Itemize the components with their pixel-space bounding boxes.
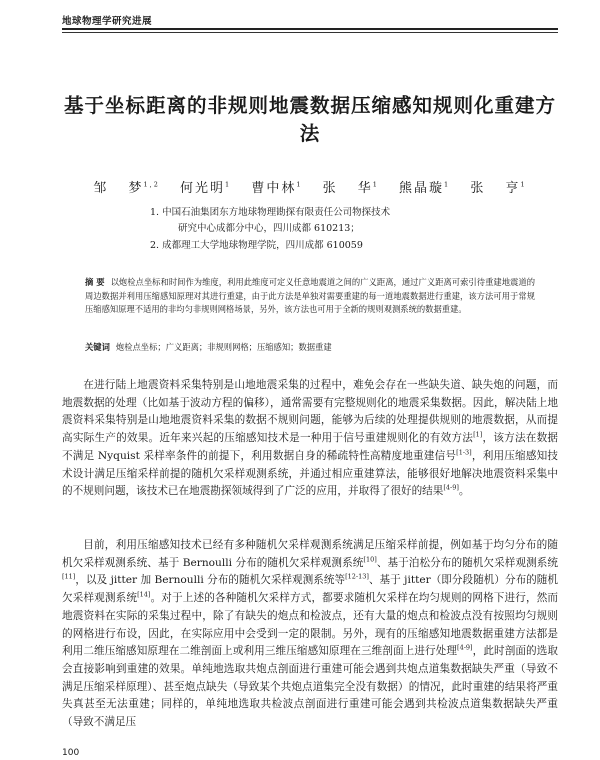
body-paragraph-1: 在进行陆上地震资料采集特别是山地地震采集的过程中，难免会存在一些缺失道、缺失炮的问题，而地震数据的处理（比如基于波动方程的偏移），通常需要有完整规则化的地震采集数据。因此，解决陆上地震资料采集特别是山地地震资料采集的数据不规则问题，能够为后续的处理提供规则的地震数据，从而提高实际生产的效果。近年来兴起的压缩感知技术是一种用于信号重建规则化的有效方法[1]，该方法在数据不满足 Nyquist 采样率条件的前提下，利用数据自身的稀疏特性高精度地重建信号[1-3]，利用压缩感知技术设计满足压缩采样前提的随机欠采样观测系统，并通过相应重建算法，能够很好地解决地震资料采集中的不规则问题，该技术已在地震勘探领域得到了广泛的应用，并取得了很好的结果[4-9]。 <box>62 379 559 498</box>
author: 曹中林$^1$ <box>251 180 303 196</box>
abstract-label: 摘 要 <box>85 277 105 287</box>
paper-title: 基于坐标距离的非规则地震数据压缩感知规则化重建方法 <box>63 94 556 145</box>
author: 张 华$^1$ <box>322 180 379 196</box>
author: 邹 梦$^{1,2}$ <box>93 180 160 196</box>
header-rule-thick <box>62 28 558 30</box>
affiliation: 2. 成都理工大学地球物理学院，四川成都 610059 <box>150 240 363 251</box>
keywords-text: 炮检点坐标；广义距离；非规则网格；压缩感知；数据重建 <box>115 342 332 352</box>
citation: [1] <box>473 430 483 439</box>
affiliation: 1. 中国石油集团东方地球物理勘探有限责任公司物探技术 <box>150 207 391 218</box>
citation: [1-3] <box>456 448 472 457</box>
journal-header: 地球物理学研究进展 <box>62 16 153 27</box>
header-rule-thin <box>62 32 558 33</box>
page-number: 100 <box>62 748 80 758</box>
abstract <box>85 276 535 317</box>
keywords-label: 关键词 <box>85 342 110 352</box>
author: 熊晶璇$^1$ <box>399 180 451 196</box>
citation: [12-13] <box>345 572 369 581</box>
citation: [10] <box>363 555 377 564</box>
citation: [11] <box>62 572 76 581</box>
keywords <box>85 341 535 354</box>
body-paragraph-2: 目前，利用压缩感知技术已经有多种随机欠采样观测系统满足压缩采样前提，例如基于均匀分布的随机欠采样观测系统、基于 Bernoulli 分布的随机欠采样观测系统[10]、基于泊松分布的随机欠采样观测系统[11]，以及 jitter 加 Bernoulli 分布的随机欠采样观测系统等[12-13]、基于 jitter（即分段随机）分布的随机欠采样观测系统[14]。对于上述的各种随机欠采样方式，都要求随机欠采样在均匀规则的网格下进行，然而地震资料在实际的采集过程中，除了有缺失的炮点和检波点，还有大量的炮点和检波点没有按照均匀规则的网格进行布设，因此，在实际应用中会受到一定的限制。另外，现有的压缩感知地震数据重建方法都是利用二维压缩感知原理在二维剖面上或利用三维压缩感知原理在三维剖面上进行处理[4-9]，此时剖面的选取会直接影响到重建的效果。单纯地选取共炮点剖面进行重建可能会遇到共炮点道集数据缺失严重（导致不满足压缩采样原理）、甚至炮点缺失（导致某个共炮点道集完全没有数据）的情况，此时重建的结果将严重失真甚至无法重建；同样的，单纯地选取共检波点剖面进行重建可能会遇到共检波点道集数据缺失严重（导致不满足压 <box>62 539 559 729</box>
author-list <box>62 177 558 196</box>
citation: [14] <box>137 590 151 599</box>
citation: [4-9] <box>443 483 459 492</box>
citation: [4-9] <box>457 643 473 652</box>
author: 张 亨$^1$ <box>470 180 527 196</box>
affiliation: 研究中心成都分中心，四川成都 610213； <box>178 223 360 234</box>
abstract-text: 以炮检点坐标和时间作为维度，利用此维度可定义任意地震道之间的广义距离，通过广义距离可索引待重建地震道的周边数据并利用压缩感知原理对其进行重建，由于此方法是单独对需要重建的每一道地震数据进行重建，该方法可用于常规压缩感知原理不适用的非均匀非规则网格场景，另外，该方法也可用于全新的规则观测系统的数据重建。 <box>85 277 535 315</box>
author: 何光明$^1$ <box>180 180 232 196</box>
